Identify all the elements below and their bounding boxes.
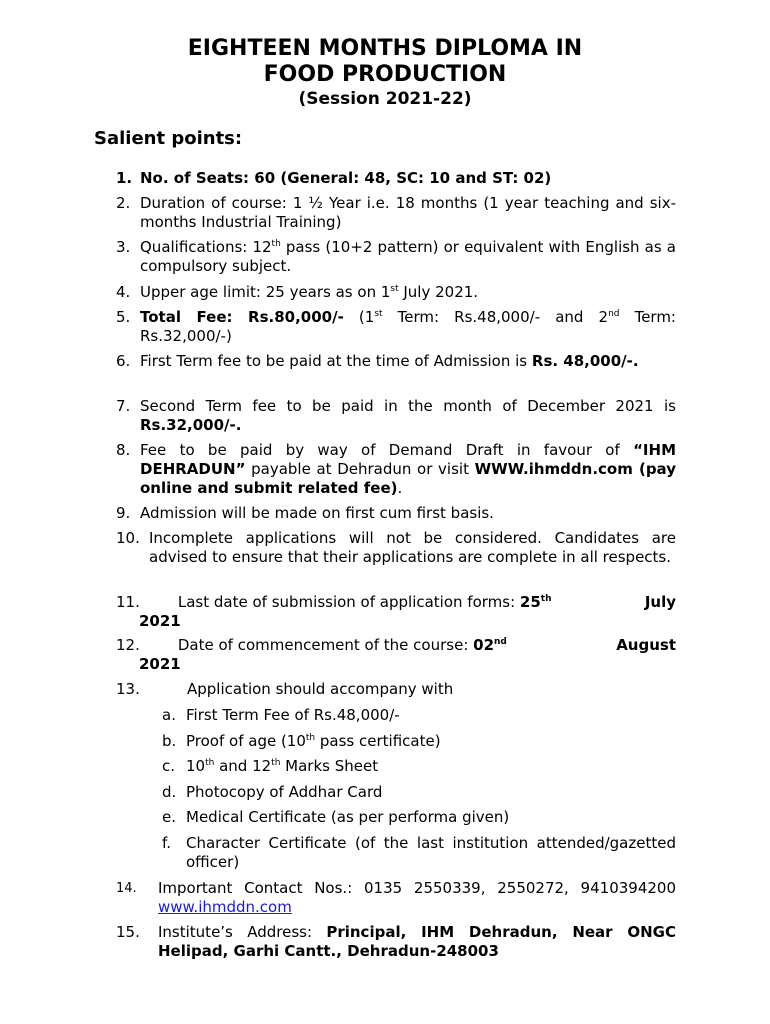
- point-number: 5.: [116, 308, 131, 326]
- point-text: Upper age limit: 25 years as on 1st July 2021.: [140, 283, 479, 301]
- point-5: [116, 308, 676, 346]
- point-number: 1.: [116, 169, 133, 187]
- title-line-1: EIGHTEEN MONTHS DIPLOMA IN: [187, 36, 583, 61]
- point-text: Application should accompany with: [187, 680, 454, 698]
- point-number: 11.: [116, 593, 140, 611]
- point-year: 2021: [139, 612, 181, 630]
- point-text: First Term fee to be paid at the time of Admission is Rs. 48,000/-.: [140, 352, 639, 370]
- website-link[interactable]: www.ihmddn.com: [158, 898, 292, 916]
- title-line-2: FOOD PRODUCTION: [263, 62, 507, 87]
- sub-item-c: c. 10th and 12th Marks Sheet: [162, 757, 379, 775]
- point-8: [116, 441, 676, 498]
- point-text: Last date of submission of application forms: 25th July: [177, 593, 676, 611]
- point-2: [116, 194, 676, 232]
- point-number: 6.: [116, 352, 131, 370]
- point-text: Date of commencement of the course: 02nd August: [177, 636, 676, 654]
- point-6: [116, 352, 676, 371]
- sub-item-e: e. Medical Certificate (as per performa given): [162, 808, 510, 826]
- point-number: 12.: [116, 636, 140, 654]
- point-text: Incomplete applications will not be considered. Candidates are advised to ensure that their applications are complete in all respects.: [149, 529, 676, 566]
- point-9: [116, 504, 676, 523]
- point-text: No. of Seats: 60 (General: 48, SC: 10 and ST: 02): [140, 169, 552, 187]
- point-12: [116, 636, 676, 674]
- point-1: [116, 169, 676, 188]
- point-text: Qualifications: 12th pass (10+2 pattern) or equivalent with English as a compulsory subject.: [140, 238, 676, 275]
- total-fee: Total Fee: Rs.80,000/-: [140, 308, 344, 326]
- point-13: [116, 680, 676, 699]
- session-subtitle: (Session 2021-22): [298, 89, 472, 109]
- sub-item-f: f. Character Certificate (of the last institution attended/gazetted officer): [162, 834, 676, 871]
- point-number: 13.: [116, 680, 140, 698]
- point-number: 7.: [116, 397, 131, 415]
- point-year: 2021: [139, 655, 181, 673]
- point-text: Total Fee: Rs.80,000/- (1st Term: Rs.48,000/- and 2nd Term: Rs.32,000/-): [140, 308, 676, 345]
- point-text: Second Term fee to be paid in the month of December 2021 is Rs.32,000/-.: [140, 397, 676, 434]
- point-number: 10.: [116, 529, 140, 547]
- point-text: Admission will be made on first cum first basis.: [140, 504, 494, 522]
- point-number: 4.: [116, 283, 131, 301]
- point-7: [116, 397, 676, 435]
- point-number: 8.: [116, 441, 131, 459]
- point-number: 14.: [116, 881, 137, 896]
- point-text: Important Contact Nos.: 0135 2550339, 2550272, 9410394200 www.ihmddn.com: [158, 879, 676, 916]
- sub-item-a: a. First Term Fee of Rs.48,000/-: [162, 706, 400, 724]
- point-11: [116, 593, 676, 631]
- point-3: [116, 238, 676, 276]
- salient-points-heading: Salient points:: [94, 128, 243, 149]
- point-number: 9.: [116, 504, 131, 522]
- point-15: [116, 923, 676, 961]
- point-number: 15.: [116, 923, 140, 941]
- sub-item-d: d. Photocopy of Addhar Card: [162, 783, 383, 801]
- sub-item-b: b. Proof of age (10th pass certificate): [162, 732, 441, 750]
- point-4: [116, 283, 676, 302]
- point-14: [116, 879, 676, 917]
- point-number: 3.: [116, 238, 131, 256]
- point-10: [116, 529, 676, 567]
- point-text: Duration of course: 1 ½ Year i.e. 18 months (1 year teaching and six-months Industrial Training): [140, 194, 676, 231]
- point-text: Institute’s Address: Principal, IHM Dehradun, Near ONGC Helipad, Garhi Cantt., Dehradun-248003: [158, 923, 676, 960]
- point-text: Fee to be paid by way of Demand Draft in favour of “IHM DEHRADUN” payable at Dehradun or visit WWW.ihmddn.com (pay online and submit related fee).: [140, 441, 676, 497]
- point-number: 2.: [116, 194, 131, 212]
